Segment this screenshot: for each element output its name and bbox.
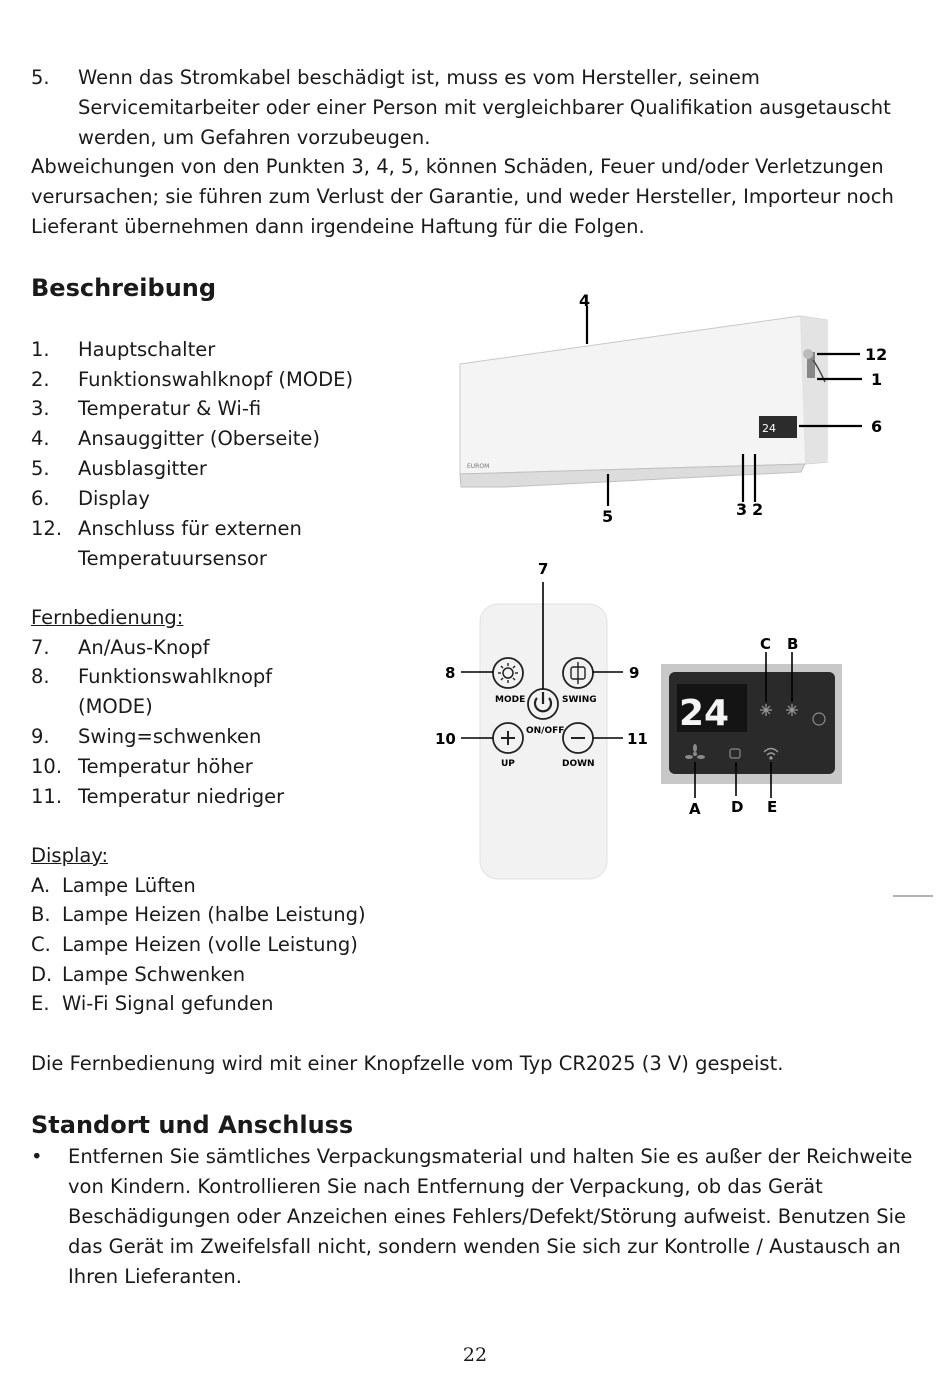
list-number: 7. [31, 636, 50, 659]
list-number: 4. [31, 427, 50, 450]
list-item: Lampe Schwenken [62, 963, 246, 986]
remote-label-mode: MODE [495, 695, 526, 705]
list-item: (MODE) [78, 695, 153, 718]
list-item: Anschluss für externen [78, 517, 302, 540]
bullet-line: Entfernen Sie sämtliches Verpackungsmaterial und halten Sie es außer der Reichweite [68, 1145, 913, 1168]
list-number: C. [31, 933, 51, 956]
intro-item5-line: Wenn das Stromkabel beschädigt ist, muss es vom Hersteller, seinem [78, 66, 760, 89]
display-heading: Display: [31, 844, 109, 867]
callout-label: A [689, 800, 701, 818]
list-number: D. [31, 963, 53, 986]
list-number: 1. [31, 338, 50, 361]
list-item: Lampe Heizen (halbe Leistung) [62, 903, 366, 926]
list-item: Swing=schwenken [78, 725, 262, 748]
paragraph-line: Abweichungen von den Punkten 3, 4, 5, können Schäden, Feuer und/oder Verletzungen [31, 155, 884, 178]
battery-note: Die Fernbedienung wird mit einer Knopfzelle vom Typ CR2025 (3 V) gespeist. [31, 1052, 784, 1075]
callout-label: E [767, 798, 778, 816]
callout-label: 11 [627, 730, 648, 748]
bullet-line: Beschädigungen oder Anzeichen eines Fehlers/Defekt/Störung aufweist. Benutzen Sie [68, 1205, 907, 1228]
callout-label: 8 [445, 664, 456, 682]
paragraph-line: verursachen; sie führen zum Verlust der Garantie, und weder Hersteller, Importeur noch [31, 185, 894, 208]
list-item: Ausblasgitter [78, 457, 207, 480]
callout-label: 6 [871, 417, 883, 436]
bullet-line: Ihren Lieferanten. [68, 1265, 242, 1288]
list-item: Temperatuursensor [78, 547, 267, 570]
list-number: 5. [31, 66, 50, 89]
list-number: A. [31, 874, 51, 897]
list-number: 9. [31, 725, 50, 748]
list-item: Temperatur niedriger [78, 785, 285, 808]
list-number: 10. [31, 755, 63, 778]
callout-label: 4 [579, 291, 591, 310]
list-item: Wi-Fi Signal gefunden [62, 992, 274, 1015]
heater-display-value: 24 [762, 422, 776, 435]
list-item: Lampe Lüften [62, 874, 196, 897]
list-number: 3. [31, 397, 50, 420]
list-item: Temperatur höher [78, 755, 253, 778]
bullet-line: von Kindern. Kontrollieren Sie nach Entfernung der Verpackung, ob das Gerät [68, 1175, 823, 1198]
list-item: Display [78, 487, 150, 510]
list-item: Hauptschalter [78, 338, 216, 361]
list-number: B. [31, 903, 51, 926]
remote-label-down: DOWN [562, 759, 595, 769]
list-number: 11. [31, 785, 63, 808]
callout-label: 10 [435, 730, 456, 748]
callout-label: 7 [538, 560, 549, 578]
list-item: An/Aus-Knopf [78, 636, 210, 659]
callout-label: 9 [629, 664, 640, 682]
brand-logo: EUROM [467, 463, 490, 470]
list-number: 2. [31, 368, 50, 391]
callout-label: C [760, 635, 772, 653]
callout-label: 1 [871, 370, 883, 389]
callout-label: 5 [602, 507, 614, 526]
section-heading-beschreibung: Beschreibung [31, 274, 217, 302]
intro-item5-line: Servicemitarbeiter oder einer Person mit vergleichbarer Qualifikation ausgetauscht [78, 96, 891, 119]
list-number: 5. [31, 457, 50, 480]
callout-label: 3 [736, 500, 748, 519]
display-panel-illustration [661, 664, 842, 784]
list-item: Ansauggitter (Oberseite) [78, 427, 321, 450]
heater-illustration [460, 316, 827, 487]
display-digits: 24 [679, 693, 730, 734]
list-number: 6. [31, 487, 50, 510]
bullet-line: das Gerät im Zweifelsfall nicht, sondern wenden Sie sich zur Kontrolle / Austausch an [68, 1235, 901, 1258]
list-item: Temperatur & Wi-fi [78, 397, 262, 420]
section-heading-standort: Standort und Anschluss [31, 1111, 354, 1139]
remote-heading: Fernbedienung: [31, 606, 184, 629]
remote-label-swing: SWING [562, 695, 597, 705]
remote-label-onoff: ON/OFF [526, 726, 565, 736]
list-item: Funktionswahlknopf [78, 665, 273, 688]
callout-label: B [787, 635, 799, 653]
list-item: Lampe Heizen (volle Leistung) [62, 933, 358, 956]
remote-label-up: UP [501, 759, 515, 769]
intro-item5-line: werden, um Gefahren vorzubeugen. [78, 126, 431, 149]
bullet-icon: • [31, 1145, 43, 1168]
list-number: 12. [31, 517, 63, 540]
list-item: Funktionswahlknopf (MODE) [78, 368, 354, 391]
paragraph-line: Lieferant übernehmen dann irgendeine Haftung für die Folgen. [31, 215, 645, 238]
page-number: 22 [462, 1344, 488, 1366]
list-number: 8. [31, 665, 50, 688]
product-figure [425, 282, 945, 922]
list-number: E. [31, 992, 50, 1015]
callout-label: 2 [752, 500, 764, 519]
callout-label: 12 [865, 345, 888, 364]
callout-label: D [731, 798, 744, 816]
